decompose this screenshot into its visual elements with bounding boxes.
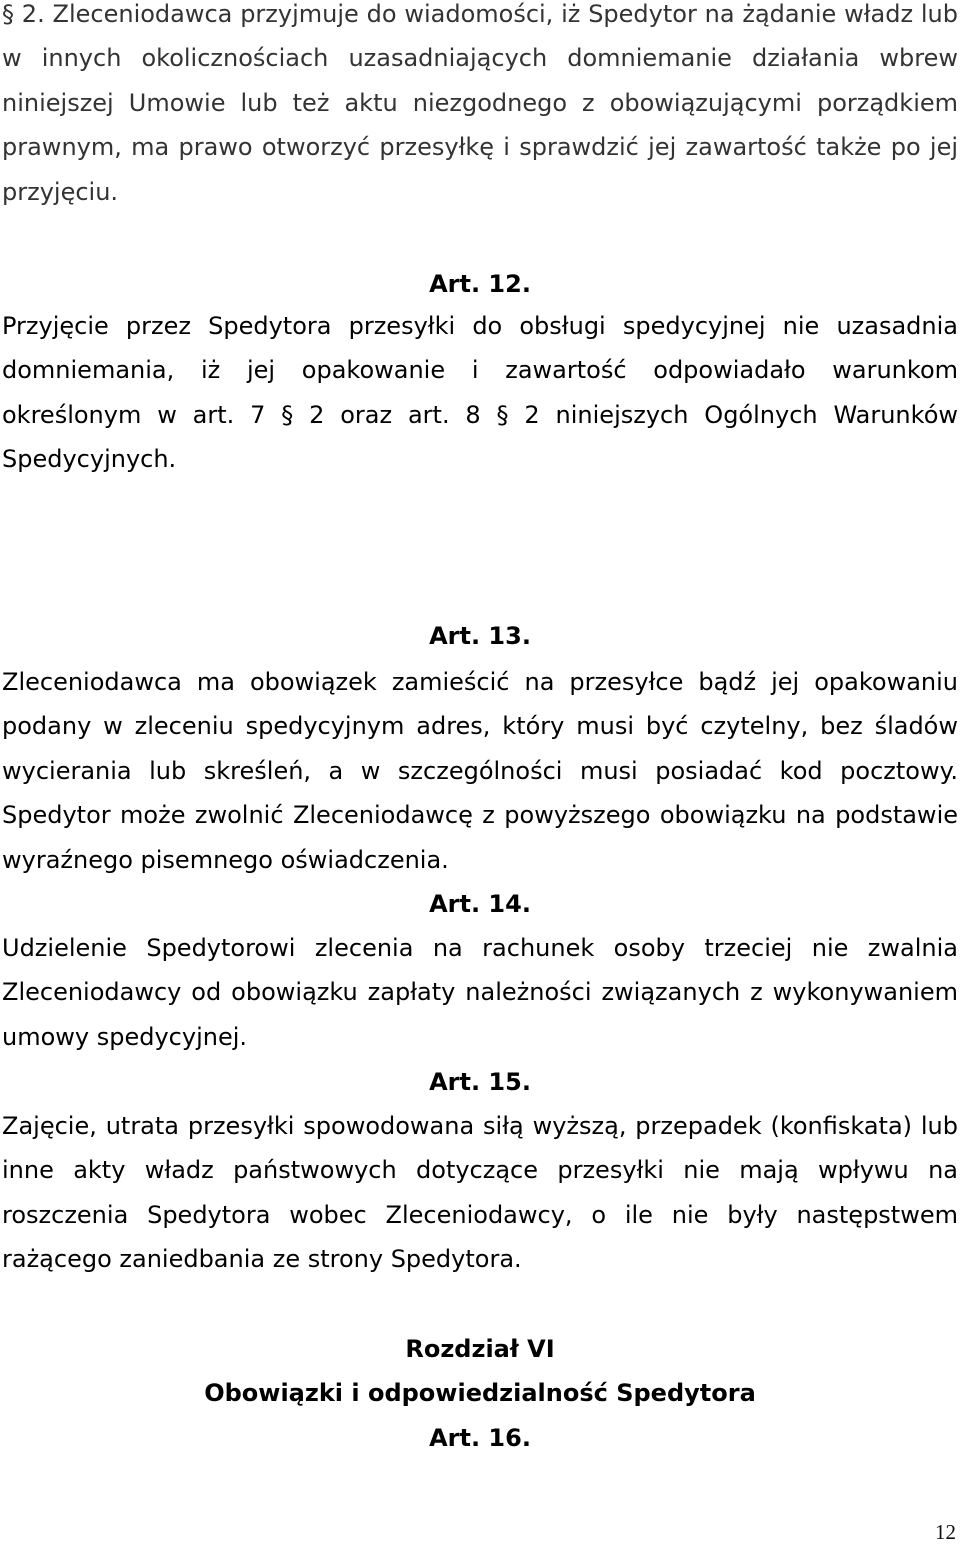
paragraph-art14: Udzielenie Spedytorowi zlecenia na rachunek osoby trzeciej nie zwalnia Zleceniodawcy od obowiązku zapłaty należności związanych z wykonywaniem umowy spedycyjnej. [2, 934, 958, 1051]
paragraph-art13: Zleceniodawca ma obowiązek zamieścić na przesyłce bądź jej opakowaniu podany w zleceniu spedycyjnym adres, który musi być czytelny, bez śladów wycierania lub skreśleń, a w szczególności musi posiadać kod pocztowy. Spedytor może zwolnić Zleceniodawcę z powyższego obowiązku na podstawie wyraźnego pisemnego oświadczenia. [2, 668, 958, 874]
paragraph-art11-section2: § 2. Zleceniodawca przyjmuje do wiadomości, iż Spedytor na żądanie władz lub w innych okolicznościach uzasadniających domniemanie działania wbrew niniejszej Umowie lub też aktu niezgodnego z obowiązującymi porządkiem prawnym, ma prawo otworzyć przesyłkę i sprawdzić jej zawartość także po jej przyjęciu. [2, 0, 958, 206]
chapter-number: Rozdział VI [405, 1335, 555, 1363]
article-heading-13: Art. 13. [429, 622, 531, 650]
article-heading-12: Art. 12. [429, 270, 531, 298]
article-heading-14: Art. 14. [429, 890, 531, 918]
article-heading-16: Art. 16. [429, 1424, 531, 1452]
article-heading-15: Art. 15. [429, 1068, 531, 1096]
chapter-title: Obowiązki i odpowiedzialność Spedytora [204, 1379, 756, 1407]
page-number: 12 [935, 1520, 956, 1544]
paragraph-art15: Zajęcie, utrata przesyłki spowodowana siłą wyższą, przepadek (konfiskata) lub inne akty władz państwowych dotyczące przesyłki nie mają wpływu na roszczenia Spedytora wobec Zleceniodawcy, o ile nie były następstwem rażącego zaniedbania ze strony Spedytora. [2, 1112, 958, 1274]
paragraph-art12: Przyjęcie przez Spedytora przesyłki do obsługi spedycyjnej nie uzasadnia domniemania, iż jej opakowanie i zawartość odpowiadało warunkom określonym w art. 7 § 2 oraz art. 8 § 2 niniejszych Ogólnych Warunków Spedycyjnych. [2, 312, 958, 474]
